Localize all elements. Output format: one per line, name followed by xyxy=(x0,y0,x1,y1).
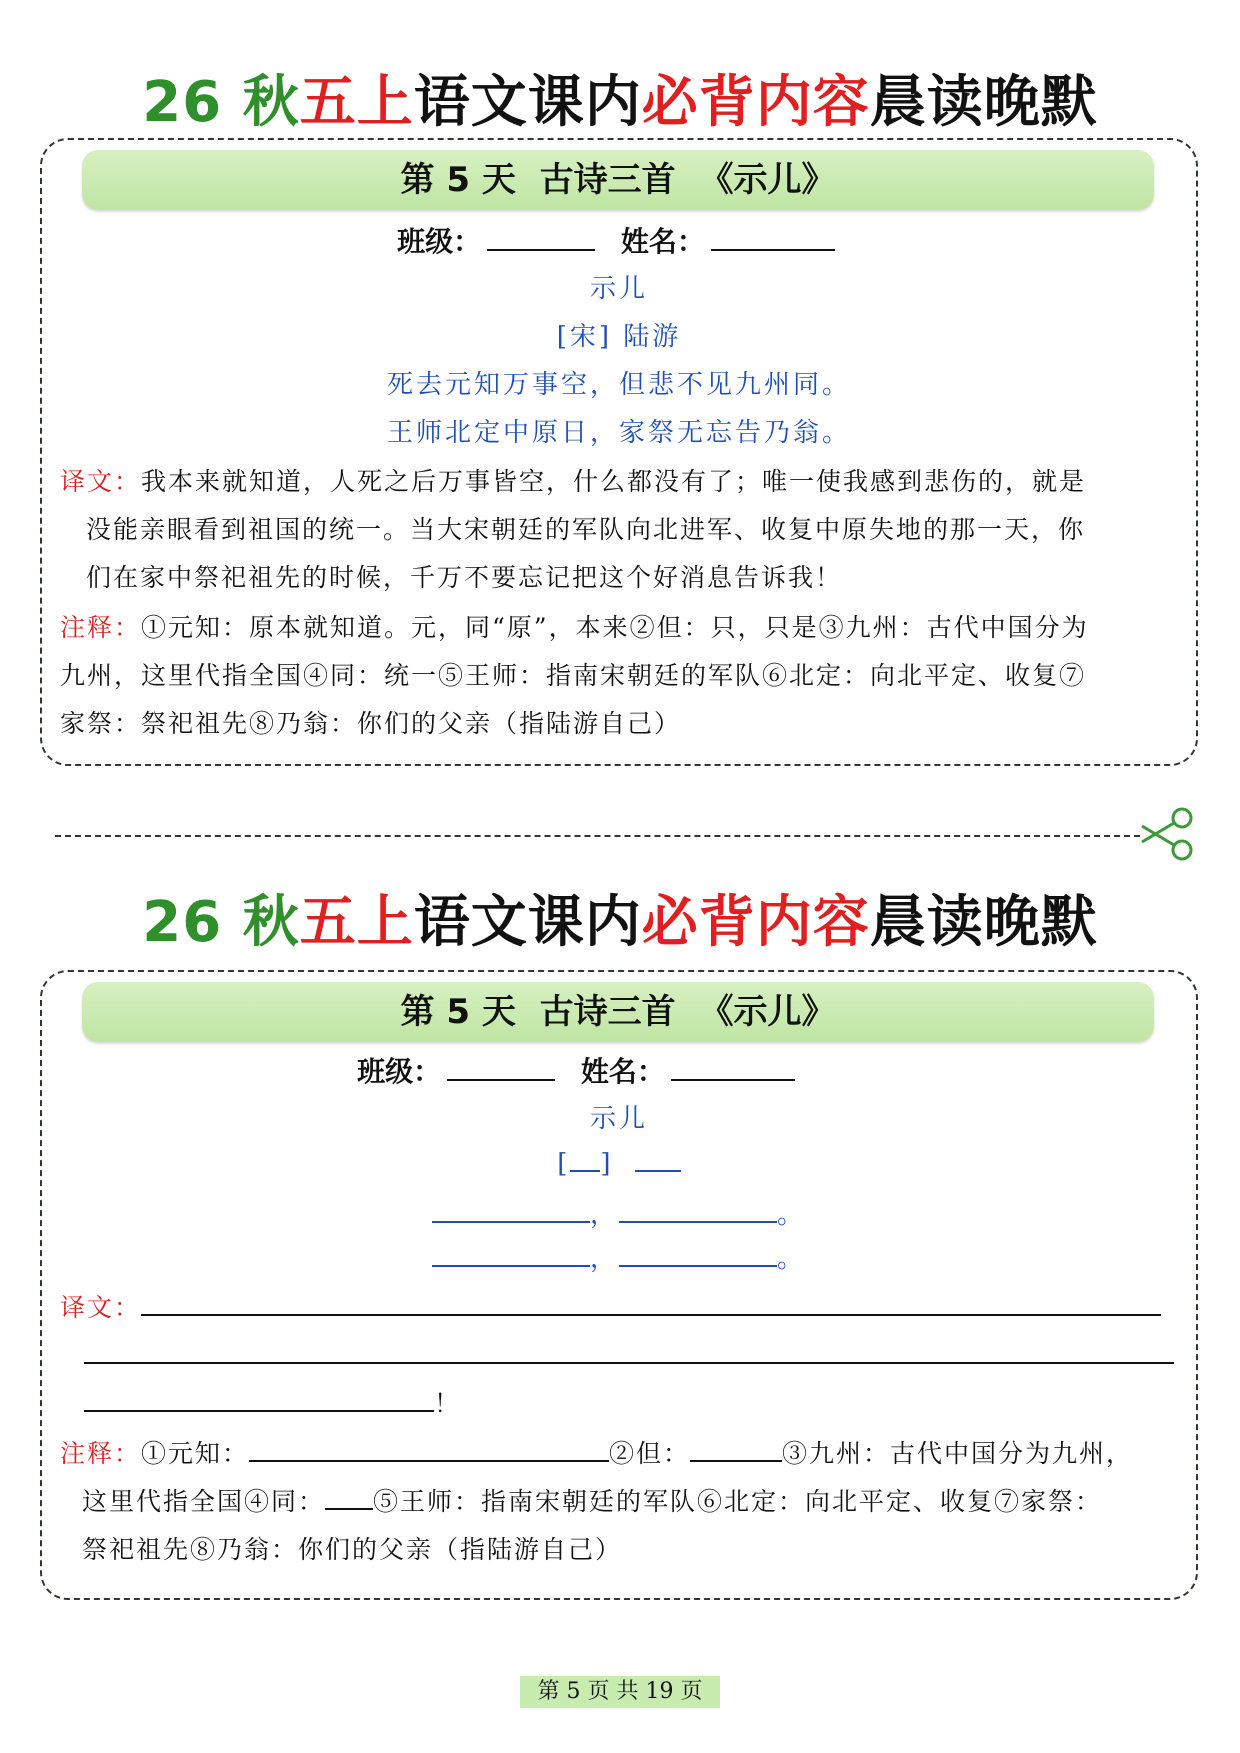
bracket-open: [ xyxy=(557,1149,571,1179)
note-2: ②但： xyxy=(609,1439,691,1468)
poem-line-1-blank xyxy=(42,1194,1196,1231)
poem-line-1: 死去元知万事空，但悲不见九州同。 xyxy=(386,370,851,400)
name-input-blank[interactable] xyxy=(711,223,835,251)
translation-block xyxy=(60,1284,1180,1428)
notes-line: ①元知：原本就知道。元，同“原”，本来②但：只，只是③九州：古代中国分为 xyxy=(141,613,1089,642)
title-part-subject: 语文课内 xyxy=(413,890,642,955)
page-title-top xyxy=(0,58,1240,138)
poem-blank[interactable] xyxy=(432,1241,590,1267)
page-title-bottom xyxy=(0,878,1240,958)
lesson-banner xyxy=(82,982,1154,1042)
bracket-close: ] xyxy=(600,1149,614,1179)
translation-label: 译文： xyxy=(60,1293,142,1322)
notes-label: 注释： xyxy=(60,613,142,642)
name-input-blank[interactable] xyxy=(671,1053,795,1081)
banner-lesson: 古诗三首 xyxy=(539,160,676,200)
poem-author: [宋] 陆游 xyxy=(556,322,682,352)
comma: ， xyxy=(589,1244,619,1274)
worksheet-card-top xyxy=(40,138,1198,766)
name-label: 姓名： xyxy=(620,225,705,258)
note-blank[interactable] xyxy=(249,1438,609,1462)
poem-blank[interactable] xyxy=(432,1197,590,1223)
title-part-subject: 语文课内 xyxy=(413,70,642,135)
title-part-reading: 晨读晚默 xyxy=(869,890,1098,955)
dynasty-blank[interactable] xyxy=(570,1146,600,1172)
notes-block xyxy=(60,1430,1190,1574)
title-part-grade: 五上 xyxy=(299,890,414,955)
notes-block xyxy=(60,604,1180,748)
banner-day: 第 5 天 xyxy=(400,992,516,1032)
page-number: 第 5 页 共 19 页 xyxy=(520,1676,720,1708)
poem-title: 示儿 xyxy=(589,274,648,304)
class-label: 班级： xyxy=(397,225,482,258)
note-line-3: 祭祀祖先⑧乃翁：你们的父亲（指陆游自己） xyxy=(82,1535,623,1564)
title-part-reading: 晨读晚默 xyxy=(869,70,1098,135)
note-1: ①元知： xyxy=(141,1439,250,1468)
notes-line: 九州，这里代指全国④同：统一⑤王师：指南宋朝廷的军队⑥北定：向北平定、收复⑦ xyxy=(60,661,1087,690)
translation-label: 译文： xyxy=(60,467,142,496)
note-5-7: ⑤王师：指南宋朝廷的军队⑥北定：向北平定、收复⑦家祭： xyxy=(373,1487,1103,1516)
translation-line: 我本来就知道，人死之后万事皆空，什么都没有了；唯一使我感到悲伤的，就是 xyxy=(141,467,1087,496)
class-input-blank[interactable] xyxy=(447,1053,555,1081)
cut-line xyxy=(55,835,1140,837)
title-part-must: 必背内容 xyxy=(641,890,870,955)
poem-line-2: 王师北定中原日，家祭无忘告乃翁。 xyxy=(386,418,851,448)
banner-lesson: 古诗三首 xyxy=(539,992,676,1032)
class-name-line xyxy=(2,1050,1156,1090)
banner-poem-title: 《示儿》 xyxy=(699,160,836,200)
note-blank[interactable] xyxy=(325,1486,373,1510)
comma: ， xyxy=(589,1200,619,1230)
poem-blank[interactable] xyxy=(619,1241,777,1267)
notes-line: 家祭：祭祀祖先⑧乃翁：你们的父亲（指陆游自己） xyxy=(60,709,682,738)
class-label: 班级： xyxy=(357,1055,442,1088)
author-blank[interactable] xyxy=(635,1146,681,1172)
lesson-banner xyxy=(82,150,1154,210)
period: 。 xyxy=(777,1244,807,1274)
scissors-icon xyxy=(1138,806,1196,862)
translation-end: ！ xyxy=(434,1389,462,1418)
class-input-blank[interactable] xyxy=(487,223,595,251)
class-name-line xyxy=(42,220,1196,260)
note-3: ③九州：古代中国分为九州， xyxy=(782,1439,1134,1468)
period: 。 xyxy=(777,1200,807,1230)
banner-poem-title: 《示儿》 xyxy=(699,992,836,1032)
translation-block xyxy=(60,458,1180,602)
poem-blank[interactable] xyxy=(619,1197,777,1223)
title-part-year: 26 秋 xyxy=(142,890,300,955)
note-blank[interactable] xyxy=(690,1438,782,1462)
name-label: 姓名： xyxy=(580,1055,665,1088)
poem-title: 示儿 xyxy=(589,1104,648,1134)
translation-line: 没能亲眼看到祖国的统一。当大宋朝廷的军队向北进军、收复中原失地的那一天，你 xyxy=(86,515,1086,544)
translation-line: 们在家中祭祀祖先的时候，千万不要忘记把这个好消息告诉我！ xyxy=(86,563,843,592)
note-4: 这里代指全国④同： xyxy=(82,1487,326,1516)
title-part-must: 必背内容 xyxy=(641,70,870,135)
poem-author-blank-line xyxy=(42,1146,1196,1179)
translation-blank[interactable] xyxy=(84,1388,434,1412)
translation-blank[interactable] xyxy=(141,1292,1161,1316)
notes-label: 注释： xyxy=(60,1439,142,1468)
title-part-year: 26 秋 xyxy=(142,70,300,135)
banner-day: 第 5 天 xyxy=(400,160,516,200)
translation-blank[interactable] xyxy=(84,1340,1174,1364)
poem-line-2-blank xyxy=(42,1238,1196,1275)
worksheet-card-bottom xyxy=(40,970,1198,1600)
title-part-grade: 五上 xyxy=(299,70,414,135)
